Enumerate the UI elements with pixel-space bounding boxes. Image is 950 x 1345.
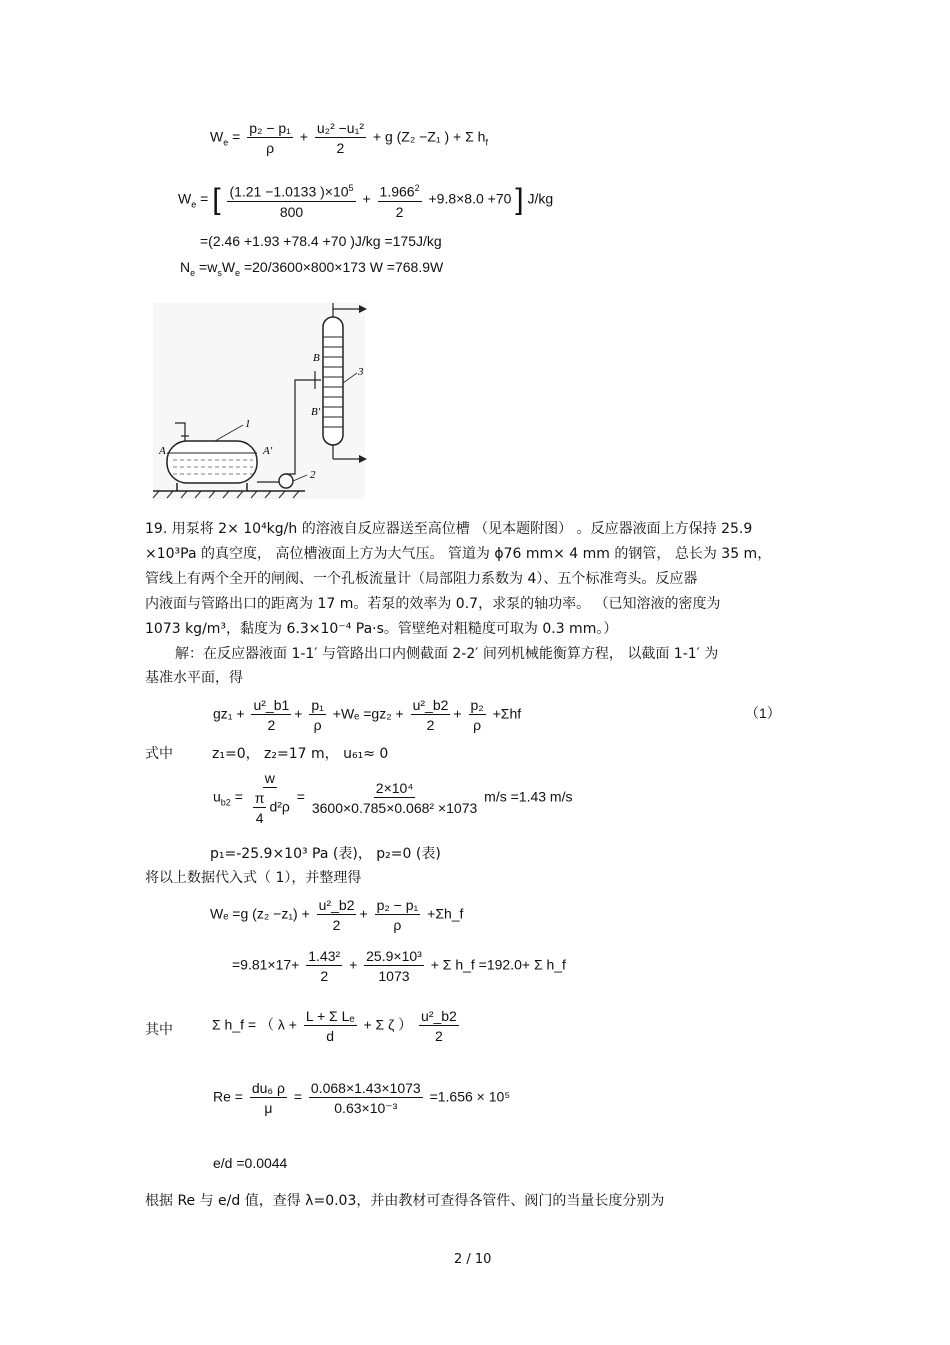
- pump: [279, 474, 293, 488]
- equation-reynolds: Re = $\frac{\text{du₆ ρ}}{\mu}$ = $\frac{0.068\times 1.43\times 1073}{\text{0.63×10⁻³}}$ =1.656 × 10⁵: [213, 1080, 511, 1116]
- equation-roughness: e/d =0.0044: [213, 1155, 288, 1171]
- final-line: 根据 Re 与 e/d 值，查得 λ=0.03，并由教材可查得各管件、阀门的当量长度分别为: [145, 1193, 665, 1209]
- problem-line-1: 19. 用泵将 2× 10⁴kg/h 的溶液自反应器送至高位槽 （见本题附图） 。反应器液面上方保持 25.9: [145, 521, 753, 537]
- label-1: 1: [245, 418, 251, 430]
- hf-label: 其中: [145, 1022, 173, 1038]
- equation-hf: Σ h_f = （ λ + $\frac{\text{L + Σ Lₑ}}{d}$ + Σ ζ ） $\frac{\text{u²\_b2}}{2}$: [212, 1008, 457, 1044]
- problem-line-5: 1073 kg/m³，黏度为 6.3×10⁻⁴ Pa·s。管壁绝对粗糙度可取为 0.3 mm。）: [145, 621, 618, 637]
- label-b-prime: B′: [311, 406, 321, 418]
- where-values: z₁=0， z₂=17 m， u₆₁≈ 0: [212, 746, 389, 762]
- label-b: B: [313, 352, 320, 364]
- elevated-column: [323, 317, 343, 445]
- equation-ub2: $u_{b2}$ = w $\frac{\pi}{4}$ d²ρ = $\frac{\text{2×10⁴}}{\text{3600×0.785×0.068² ×1073}}$ m/s =1.43 m/s: [213, 770, 573, 826]
- solution-line-1: 解：在反应器液面 1-1′ 与管路出口内侧截面 2-2′ 间列机械能衡算方程， 以截面 1-1′ 为: [175, 646, 719, 662]
- problem-line-3: 管线上有两个全开的闸阀、一个孔板流量计（局部阻力系数为 4）、五个标准弯头。反应器: [145, 571, 698, 587]
- process-diagram: [145, 295, 375, 505]
- equation-ne: $N_e =w_sW_e =20/3600\times 800\times 173$ W =768.9W: [180, 259, 444, 278]
- label-3: 3: [358, 366, 364, 378]
- solution-line-2: 基准水平面，得: [145, 670, 243, 686]
- page-number: 2 / 10: [454, 1252, 492, 1267]
- where-label: 式中: [145, 746, 173, 762]
- equation-we-value: =9.81×17+ $\frac{\text{1.43²}}{2}$ + $\frac{\text{25.9×10³}}{1073}$ + Σ h_f =192.0+ Σ h_f: [232, 948, 566, 984]
- reactor-tank: [167, 441, 257, 483]
- equation-we-general: $W_e$ = $\frac{\text{p₂ − p₁}}{\rho}$ + $\frac{\text{u₂² −u₁²}}{2}$ + g (Z₂ −Z₁ ) + Σ $h_f$: [210, 120, 488, 156]
- pressure-values: p₁=-25.9×10³ Pa (表)， p₂=0 (表): [210, 846, 441, 862]
- equation-tag-1: （1）: [745, 705, 781, 721]
- label-a-prime: A′: [263, 445, 273, 457]
- substitute-line: 将以上数据代入式（ 1），并整理得: [145, 870, 362, 886]
- equation-we-rearranged: Wₑ =g (z₂ −z₁) + $\frac{\text{u²\_b2}}{2}$ + $\frac{\text{p₂ − p₁}}{\rho}$ +Σh_f: [210, 897, 464, 933]
- problem-line-4: 内液面与管路出口的距离为 17 m。若泵的效率为 0.7，求泵的轴功率。 （已知溶液的密度为: [145, 596, 721, 612]
- label-a: A: [159, 445, 166, 457]
- problem-line-2: ×10³Pa 的真空度， 高位槽液面上方为大气压。 管道为 ϕ76 mm× 4 mm 的钢管， 总长为 35 m，: [145, 546, 772, 562]
- equation-bernoulli: gz₁ + $\frac{\text{u²\_b1}}{2}$ + $\frac{\text{p₁}}{\rho}$ +Wₑ =gz₂ + $\frac{\text{u²\_b2}}{2}$ + $\frac{\text{p₂}}{\rho}$ +Σh⁦f: [213, 697, 522, 733]
- equation-we-sum: =(2.46 +1.93 +78.4 +70 )J/kg =175J/kg: [200, 233, 442, 249]
- label-2: 2: [310, 469, 316, 481]
- equation-we-numeric: $W_e$ = [ $\frac{(1.21 -1.0133 )\times 10^5}{800}$ + $\frac{1.966^2}{2}$ +9.8×8.0 +70 ] J/kg: [178, 180, 553, 220]
